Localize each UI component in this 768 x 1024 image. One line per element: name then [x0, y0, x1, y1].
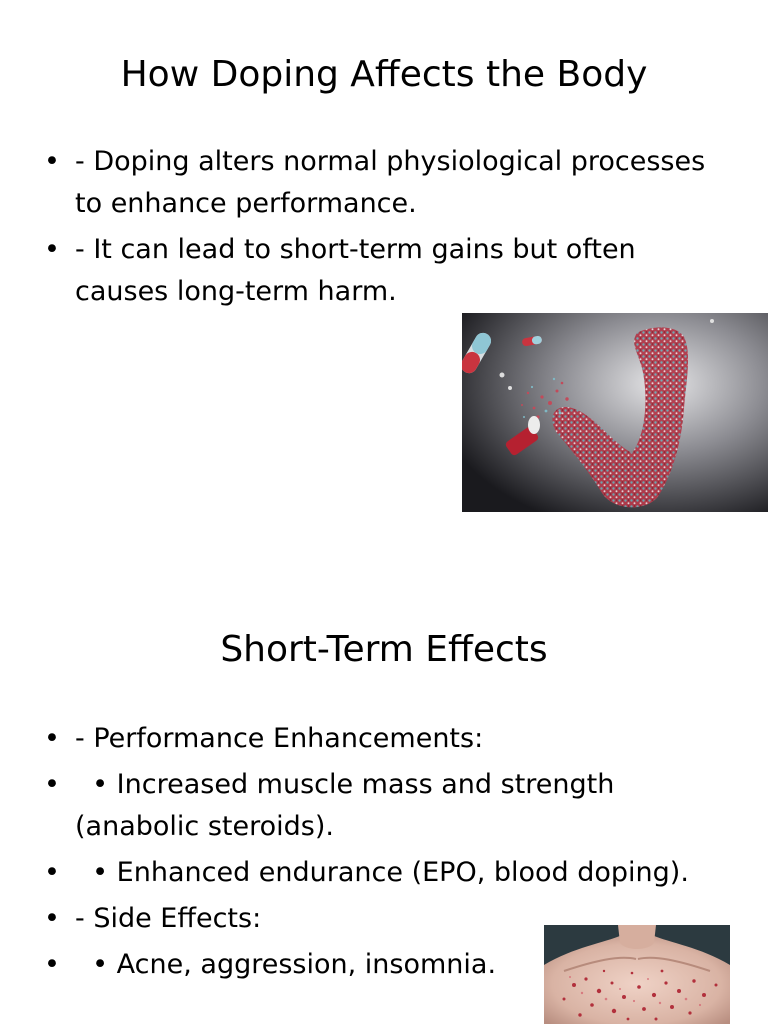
bullet-list: [44, 141, 734, 317]
bullet-icon: •: [44, 234, 60, 265]
bullet-icon: •: [44, 723, 60, 754]
bullet-text: • Enhanced endurance (EPO, blood doping).: [75, 857, 689, 888]
bullet-item: [44, 718, 734, 760]
bullet-icon: •: [44, 769, 60, 800]
pills-arm-image: [462, 313, 768, 512]
bullet-text: • Acne, aggression, insomnia.: [75, 949, 497, 980]
bullet-text: - Performance Enhancements:: [75, 723, 484, 754]
bullet-item: [44, 852, 734, 894]
slide-short-term-effects: [0, 512, 768, 1024]
bullet-icon: •: [44, 903, 60, 934]
acne-chest-image: [544, 925, 730, 1024]
bullet-icon: •: [44, 857, 60, 888]
bullet-item: [44, 764, 734, 848]
slide-title: Short-Term Effects: [220, 629, 548, 670]
slide-title: How Doping Affects the Body: [120, 54, 648, 95]
bullet-text: - It can lead to short-term gains but often causes long-term harm.: [75, 234, 645, 307]
bullet-icon: •: [44, 949, 60, 980]
bullet-item: [44, 141, 734, 225]
bullet-text: - Doping alters normal physiological processes to enhance performance.: [75, 146, 714, 219]
bullet-icon: •: [44, 146, 60, 177]
bullet-item: [44, 229, 734, 313]
bullet-text: • Increased muscle mass and strength (anabolic steroids).: [75, 769, 623, 842]
bullet-text: - Side Effects:: [75, 903, 262, 934]
